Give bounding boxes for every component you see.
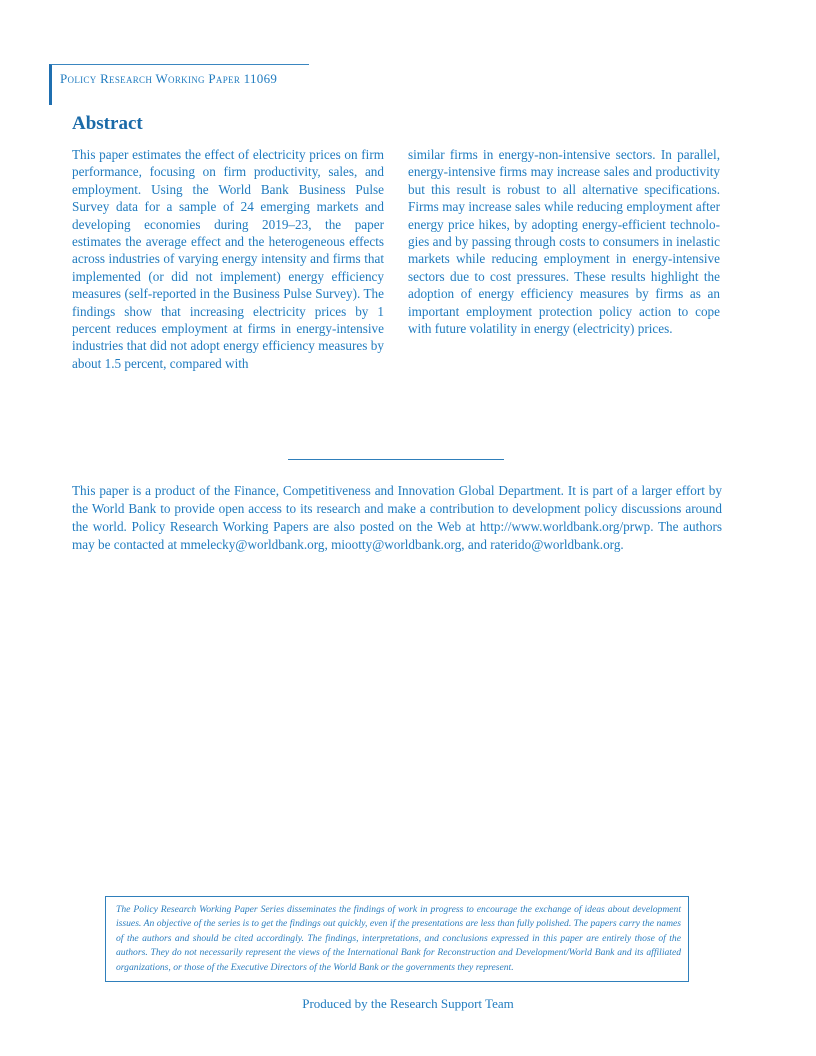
disclaimer-box <box>105 896 689 982</box>
abstract-heading: Abstract <box>72 113 143 134</box>
series-title: Policy Research Working Paper 11069 <box>60 71 278 86</box>
disclaimer-text: The Policy Research Working Paper Series disseminates the findings of work in progress to encourage the exchange of ideas about development issues. An objective of the series is to get the findings out quickly, even if the presentations are less than fully polished. The papers carry the names of the authors and should be cited accordingly. The findings, interpretations, and conclusions expressed in this paper are entirely those of the authors. They do not necessarily represent the views of the International Bank for Reconstruction and Development/World Bank and its affiliated organizations, or those of the Executive Directors of the World Bank or the governments they represent. <box>116 904 681 973</box>
produced-by-footer: Produced by the Research Support Team <box>302 996 514 1011</box>
section-divider <box>288 459 504 460</box>
abstract-left-column: This paper estimates the effect of electricity prices on firm performance, focusing on firm productivity, sales, and employment. Using the World Bank Business Pulse Survey data for a sample of 24 emerging markets and developing economies during 2019–23, the paper estimates the average effect and the heterogeneous effects across industries of varying energy intensity and firms that implemented (or did not implement) energy efficiency measures (self-reported in the Business Pulse Survey). The findings show that increasing electricity prices by 1 percent reduces employment at firms in energy-intensive industries that did not adopt energy efficiency measures by about 1.5 percent, compared with <box>72 147 384 371</box>
abstract-right-column: similar firms in energy-non-intensive sectors. In parallel, energy-intensive firms may increase sales and productivity but this result is robust to all alternative specifications. Firms may increase sales while reducing employment after energy price hikes, by adopting energy-efficient technologies and by passing through costs to consumers in inelastic markets while reducing employment in energy-intensive sectors due to cost pressures. These results highlight the adoption of energy efficiency measures by firms as an important employment protection policy action to cope with future volatility in energy (electricity) prices. <box>408 147 720 337</box>
product-note: This paper is a product of the Finance, Competitiveness and Innovation Global Department. It is part of a larger effort by the World Bank to provide open access to its research and make a contribution to development policy discussions around the world. Policy Research Working Papers are also posted on the Web at http://www.worldbank.org/prwp. The authors may be contacted at mmelecky@worldbank.org, miootty@worldbank.org, and raterido@worldbank.org. <box>72 483 722 552</box>
series-header <box>49 64 309 105</box>
